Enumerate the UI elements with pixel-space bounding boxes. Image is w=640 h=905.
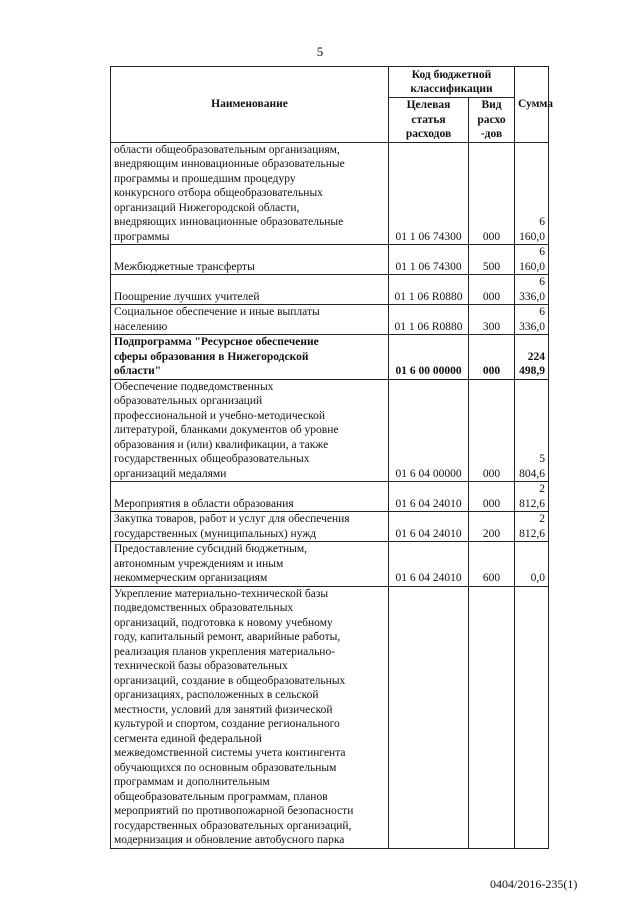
row-name: Укрепление материально-технической базы подведомственных образовательных организаций, подготовка к новому учебному году, капитальный ремонт, аварийные работы, реализация планов укрепления материально- технической базы образовательных организаций, создание в общеобразовательных организациях, расположенных в сельской местности, условий для занятий физической культурой и спортом, создание регионального сегмента единой федеральной межведомственной системы учета контингента обучающихся по основным образовательным программам и дополнительным общеобразовательным программам, планов мероприятий по противопожарной безопасности государственных образовательных организаций, модернизация и обновление автобусного парка — [111, 586, 389, 848]
row-expense-type: 300 — [469, 305, 515, 335]
row-name: Поощрение лучших учителей — [111, 275, 389, 305]
row-target-article: 01 6 04 00000 — [389, 379, 469, 482]
row-sum: 2 812,6 — [515, 512, 549, 542]
table-row — [111, 542, 549, 587]
row-sum — [515, 586, 549, 848]
row-expense-type: 000 — [469, 482, 515, 512]
row-name: Предоставление субсидий бюджетным, автономным учреждениям и иным некоммерческим организациям — [111, 542, 389, 587]
row-target-article: 01 6 00 00000 — [389, 335, 469, 380]
row-name: Межбюджетные трансферты — [111, 245, 389, 275]
table-row — [111, 335, 549, 380]
table-row — [111, 305, 549, 335]
row-sum: 0,0 — [515, 542, 549, 587]
header-sum: Сумма — [515, 67, 549, 143]
row-expense-type: 000 — [469, 335, 515, 380]
row-target-article: 01 1 06 74300 — [389, 142, 469, 245]
row-sum: 224 498,9 — [515, 335, 549, 380]
table-row — [111, 482, 549, 512]
row-expense-type — [469, 586, 515, 848]
row-name: Социальное обеспечение и иные выплаты населению — [111, 305, 389, 335]
table-row — [111, 379, 549, 482]
row-target-article: 01 1 06 R0880 — [389, 305, 469, 335]
row-sum: 6 336,0 — [515, 305, 549, 335]
row-sum: 6 160,0 — [515, 245, 549, 275]
budget-table — [110, 66, 553, 849]
row-expense-type: 000 — [469, 142, 515, 245]
row-target-article: 01 1 06 74300 — [389, 245, 469, 275]
table-row — [111, 275, 549, 305]
row-name: Закупка товаров, работ и услуг для обеспечения государственных (муниципальных) нужд — [111, 512, 389, 542]
row-name: Подпрограмма "Ресурсное обеспечение сферы образования в Нижегородской области" — [111, 335, 389, 380]
row-sum: 6 336,0 — [515, 275, 549, 305]
row-target-article: 01 6 04 24010 — [389, 542, 469, 587]
row-expense-type: 500 — [469, 245, 515, 275]
header-code-group: Код бюджетной классификации — [389, 67, 515, 98]
page-number: 5 — [316, 44, 324, 59]
table-row — [111, 245, 549, 275]
table-body — [111, 142, 549, 848]
row-target-article — [389, 586, 469, 848]
row-target-article: 01 6 04 24010 — [389, 482, 469, 512]
row-expense-type: 200 — [469, 512, 515, 542]
row-name: Обеспечение подведомственных образовательных организаций профессиональной и учебно-методической литературой, бланками документов об уровне образования и (или) квалификации, а также государственных общеобразовательных организаций медалями — [111, 379, 389, 482]
table-row — [111, 512, 549, 542]
document-number: 0404/2016-235(1) — [490, 877, 578, 891]
table-row — [111, 586, 549, 848]
row-target-article: 01 6 04 24010 — [389, 512, 469, 542]
header-target-article: Целевая статья расходов — [389, 98, 469, 143]
row-expense-type: 600 — [469, 542, 515, 587]
row-expense-type: 000 — [469, 379, 515, 482]
row-target-article: 01 1 06 R0880 — [389, 275, 469, 305]
row-name: Мероприятия в области образования — [111, 482, 389, 512]
row-sum: 2 812,6 — [515, 482, 549, 512]
header-expense-type: Вид расхо -дов — [469, 98, 515, 143]
row-name: области общеобразовательным организациям, внедряющим инновационные образовательные программы и прошедшим процедуру конкурсного отбора общеобразовательных организаций Нижегородской области, внедряющих инновационные образовательные программы — [111, 142, 389, 245]
row-expense-type: 000 — [469, 275, 515, 305]
header-name: Наименование — [111, 67, 389, 143]
table-row — [111, 142, 549, 245]
row-sum: 6 160,0 — [515, 142, 549, 245]
row-sum: 5 804,6 — [515, 379, 549, 482]
